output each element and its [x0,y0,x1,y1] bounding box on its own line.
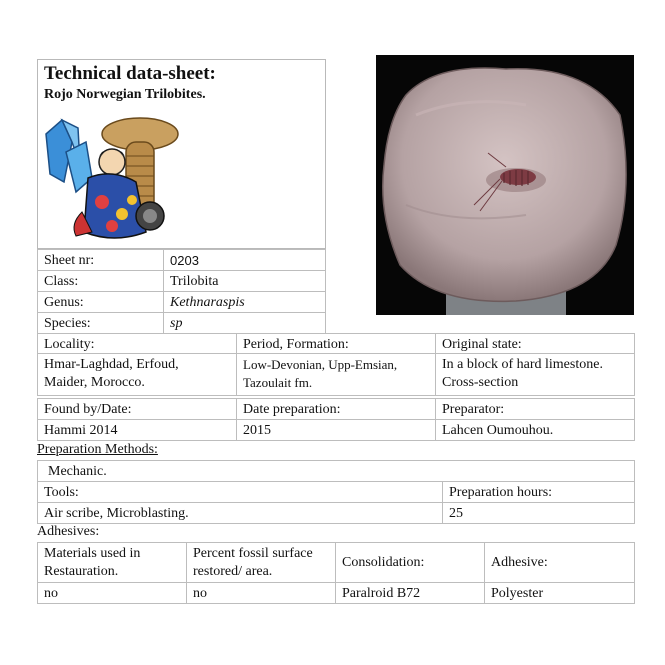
percent-value: no [186,582,336,604]
consolidation-value: Paralroid B72 [335,582,485,604]
percent-label [186,542,336,583]
period-value-line-2: Tazoulait fm. [243,375,313,390]
consolidation-label-text: Consolidation: [342,554,425,570]
sheet-label: Sheet nr: [37,249,164,271]
preparator-value: Lahcen Oumouhou. [435,419,635,441]
samurai-trilobite-logo [42,112,182,247]
adhesives-heading: Adhesives: [37,524,100,539]
adhesive-label-text: Adhesive: [491,554,548,570]
state-label: Original state: [435,333,635,354]
prep-date-label: Date preparation: [236,398,436,420]
locality-value-line-2: Maider, Morocco. [44,375,145,390]
tools-label: Tools: [37,481,443,503]
genus-label: Genus: [37,291,164,313]
sheet-value: 0203 [163,249,326,271]
hours-value: 25 [442,502,635,524]
materials-label-line-1: Materials used in [44,546,141,561]
page-title: Technical data-sheet: [44,63,216,84]
state-value-line-2: Cross-section [442,375,519,390]
class-value: Trilobita [163,270,326,292]
fossil-photo [376,55,634,315]
adhesive-label [484,542,635,583]
found-label: Found by/Date: [37,398,237,420]
genus-value: Kethnaraspis [163,291,326,313]
species-value: sp [163,312,326,334]
preparation-methods-heading: Preparation Methods: [37,442,158,457]
species-label: Species: [37,312,164,334]
state-value-line-1: In a block of hard limestone. [442,357,603,372]
prep-date-value: 2015 [236,419,436,441]
page-subtitle: Rojo Norwegian Trilobites. [44,87,206,102]
state-value [435,353,635,396]
percent-label-line-2: restored/ area. [193,564,273,579]
percent-label-line-1: Percent fossil surface [193,546,313,561]
materials-label-line-2: Restauration. [44,564,119,579]
period-value [236,353,436,396]
locality-label: Locality: [37,333,237,354]
header-box [37,59,326,249]
period-value-line-1: Low-Devonian, Upp-Emsian, [243,357,398,372]
consolidation-label [335,542,485,583]
methods-value: Mechanic. [37,460,635,482]
class-label: Class: [37,270,164,292]
preparator-label: Preparator: [435,398,635,420]
locality-value [37,353,237,396]
adhesive-value: Polyester [484,582,635,604]
trilobite-fossil-photo [376,55,634,315]
locality-value-line-1: Hmar-Laghdad, Erfoud, [44,357,179,372]
hours-label: Preparation hours: [442,481,635,503]
found-value: Hammi 2014 [37,419,237,441]
tools-value: Air scribe, Microblasting. [37,502,443,524]
materials-label [37,542,187,583]
period-label: Period, Formation: [236,333,436,354]
materials-value: no [37,582,187,604]
